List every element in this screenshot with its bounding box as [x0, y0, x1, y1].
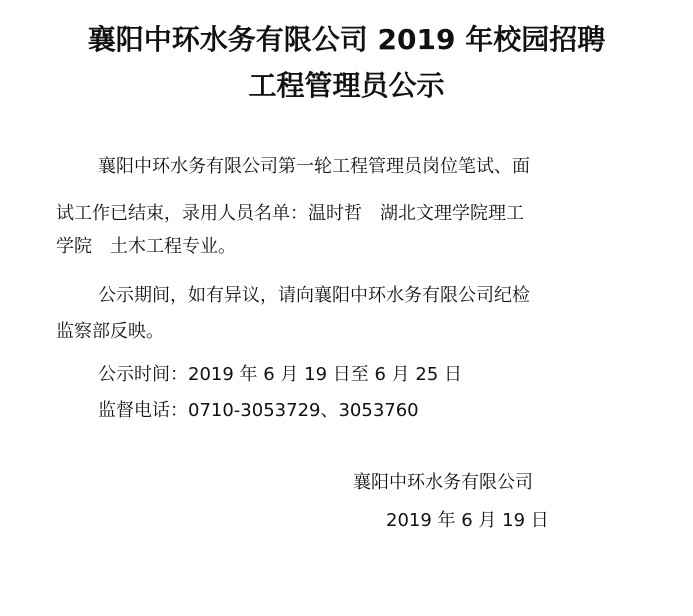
- signature-date: 2019 年 6 月 19 日: [386, 510, 549, 531]
- paragraph-1-line-3: 学院 土木工程专业。: [56, 236, 236, 257]
- document-title-line-1: 襄阳中环水务有限公司 2019 年校园招聘: [87, 23, 606, 56]
- document-title-line-2: 工程管理员公示: [248, 69, 445, 102]
- signature-company: 襄阳中环水务有限公司: [353, 472, 533, 493]
- supervision-phone: 监督电话：0710-3053729、3053760: [98, 400, 419, 421]
- paragraph-1-line-1: 襄阳中环水务有限公司第一轮工程管理员岗位笔试、面: [98, 156, 530, 177]
- paragraph-2-line-1: 公示期间，如有异议，请向襄阳中环水务有限公司纪检: [98, 285, 530, 306]
- paragraph-2-line-2: 监察部反映。: [56, 321, 164, 342]
- publicity-period: 公示时间：2019 年 6 月 19 日至 6 月 25 日: [98, 364, 463, 385]
- paragraph-1-line-2: 试工作已结束，录用人员名单：温时哲 湖北文理学院理工: [56, 203, 524, 224]
